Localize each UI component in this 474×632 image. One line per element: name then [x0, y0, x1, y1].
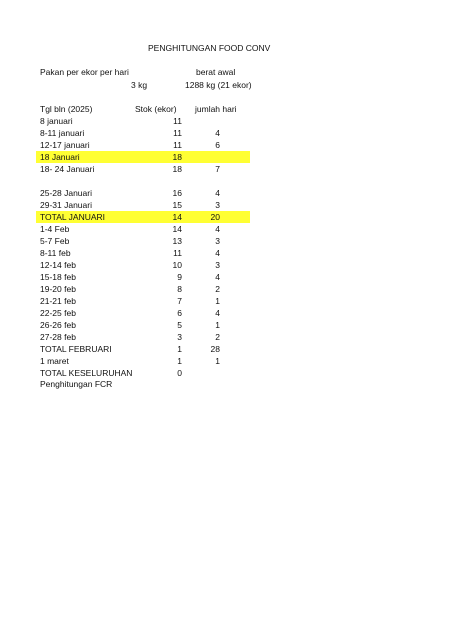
cell-jumlah-hari: 1 — [215, 320, 220, 330]
cell-stok: 11 — [173, 248, 182, 258]
pakan-label: Pakan per ekor per hari — [40, 67, 129, 77]
cell-jumlah-hari: 28 — [210, 344, 220, 354]
cell-stok: 8 — [177, 284, 182, 294]
cell-jumlah-hari: 1 — [215, 356, 220, 366]
cell-stok: 5 — [177, 320, 182, 330]
cell-date: 15-18 feb — [40, 272, 76, 282]
cell-stok: 14 — [172, 212, 182, 222]
cell-jumlah-hari: 4 — [215, 248, 220, 258]
column-header-jumlah-hari: jumlah hari — [195, 104, 237, 114]
cell-stok: 18 — [172, 152, 182, 162]
cell-jumlah-hari: 3 — [215, 260, 220, 270]
cell-date: 12-14 feb — [40, 260, 76, 270]
table-row — [36, 235, 250, 247]
table-row — [36, 127, 250, 139]
table-row — [36, 223, 250, 235]
cell-date: 29-31 Januari — [40, 200, 92, 210]
cell-jumlah-hari: 20 — [210, 212, 220, 222]
cell-stok: 11 — [173, 128, 182, 138]
cell-date: 26-26 feb — [40, 320, 76, 330]
cell-stok: 11 — [173, 140, 182, 150]
cell-date: 8-11 januari — [40, 128, 85, 138]
table-row — [36, 331, 250, 343]
cell-stok: 13 — [172, 236, 182, 246]
pakan-value: 3 kg — [131, 80, 148, 90]
cell-stok: 1 — [177, 344, 182, 354]
cell-date: 18- 24 Januari — [40, 164, 95, 174]
cell-stok: 11 — [173, 116, 182, 126]
cell-stok: 16 — [172, 188, 182, 198]
cell-jumlah-hari: 4 — [215, 272, 220, 282]
cell-date: TOTAL FEBRUARI — [40, 344, 112, 354]
cell-date: 25-28 Januari — [40, 188, 92, 198]
table-row — [36, 163, 250, 175]
cell-date: 21-21 feb — [40, 296, 76, 306]
table-row — [36, 187, 250, 199]
cell-date: TOTAL KESELURUHAN — [40, 368, 133, 378]
table-row — [36, 199, 250, 211]
cell-stok: 10 — [172, 260, 182, 270]
cell-jumlah-hari: 4 — [215, 188, 220, 198]
berat-awal-value: 1288 kg (21 ekor) — [185, 80, 252, 90]
cell-stok: 7 — [177, 296, 182, 306]
cell-stok: 0 — [177, 368, 182, 378]
table-row — [36, 295, 250, 307]
table-row — [36, 283, 250, 295]
cell-stok: 15 — [172, 200, 182, 210]
cell-date: 22-25 feb — [40, 308, 76, 318]
table-row — [36, 319, 250, 331]
cell-date: 1-4 Feb — [40, 224, 70, 234]
page-title: PENGHITUNGAN FOOD CONV — [148, 43, 271, 53]
table-row — [36, 211, 250, 223]
table-row — [36, 259, 250, 271]
table-row — [36, 175, 250, 187]
table-row — [36, 247, 250, 259]
cell-jumlah-hari: 3 — [215, 200, 220, 210]
cell-stok: 3 — [177, 332, 182, 342]
cell-date: 8-11 feb — [40, 248, 71, 258]
column-header-date: Tgl bln (2025) — [40, 104, 93, 114]
cell-date: 27-28 feb — [40, 332, 76, 342]
cell-jumlah-hari: 3 — [215, 236, 220, 246]
cell-date: 5-7 Feb — [40, 236, 70, 246]
cell-jumlah-hari: 6 — [215, 140, 220, 150]
table-row — [36, 139, 250, 151]
table-row — [36, 307, 250, 319]
cell-stok: 6 — [177, 308, 182, 318]
table-row — [36, 355, 250, 367]
cell-jumlah-hari: 2 — [215, 284, 220, 294]
table-row — [36, 271, 250, 283]
table-row — [36, 343, 250, 355]
cell-date: 19-20 feb — [40, 284, 76, 294]
cell-jumlah-hari: 2 — [215, 332, 220, 342]
cell-date: TOTAL JANUARI — [40, 212, 106, 222]
cell-stok: 9 — [177, 272, 182, 282]
berat-awal-label: berat awal — [196, 67, 236, 77]
table-row — [36, 115, 250, 127]
cell-date: 8 januari — [40, 116, 73, 126]
fcr-label: Penghitungan FCR — [40, 379, 113, 389]
cell-jumlah-hari: 1 — [215, 296, 220, 306]
column-header-stok: Stok (ekor) — [135, 104, 177, 114]
cell-jumlah-hari: 7 — [215, 164, 220, 174]
cell-date: 12-17 januari — [40, 140, 90, 150]
cell-stok: 1 — [177, 356, 182, 366]
cell-jumlah-hari: 4 — [215, 128, 220, 138]
cell-stok: 14 — [172, 224, 182, 234]
cell-date: 1 maret — [40, 356, 69, 366]
cell-jumlah-hari: 4 — [215, 308, 220, 318]
table-row — [36, 151, 250, 163]
cell-date: 18 Januari — [40, 152, 80, 162]
cell-jumlah-hari: 4 — [215, 224, 220, 234]
cell-stok: 18 — [172, 164, 182, 174]
